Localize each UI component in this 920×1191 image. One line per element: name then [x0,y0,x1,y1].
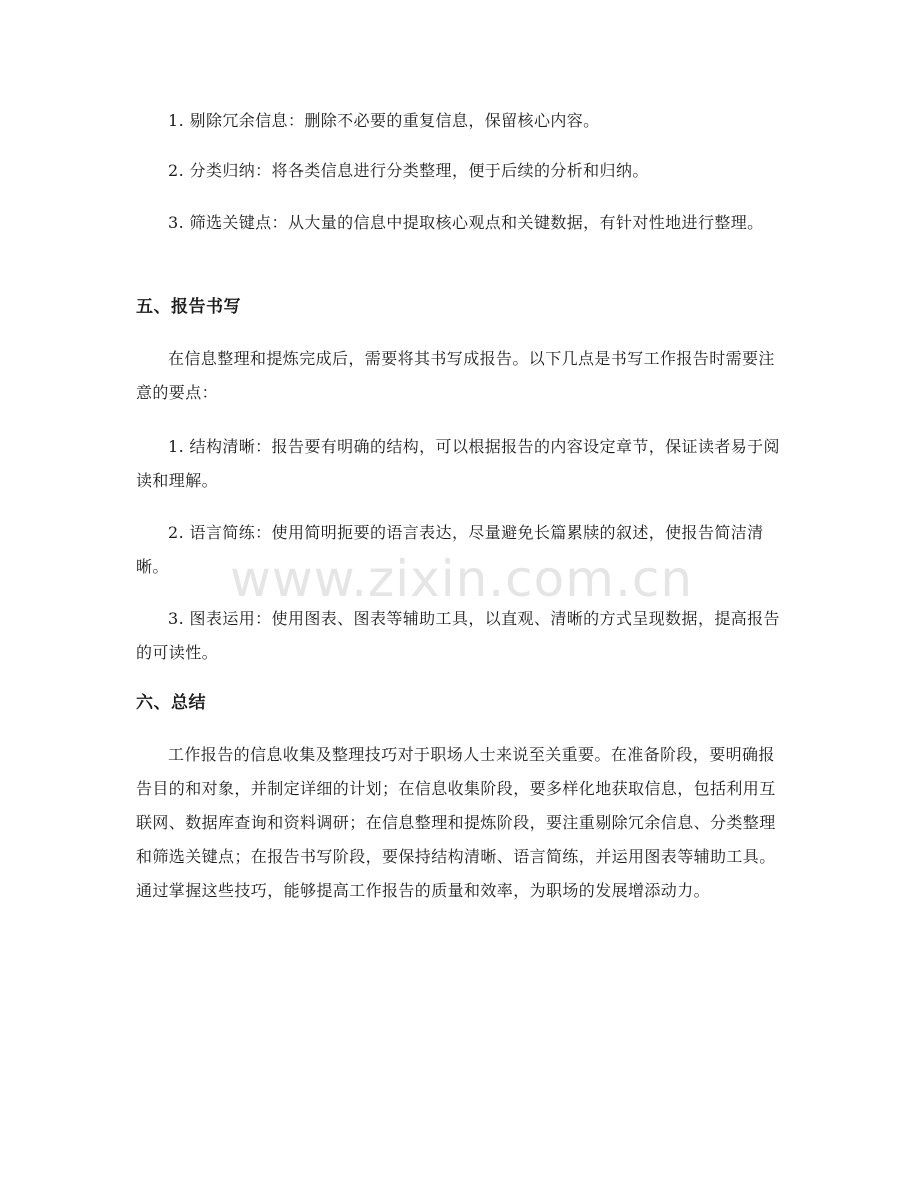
list-item-remove-redundant: 1. 剔除冗余信息：删除不必要的重复信息，保留核心内容。 [168,111,600,130]
summary-paragraph: 工作报告的信息收集及整理技巧对于职场人士来说至关重要。在准备阶段，要明确报告目的和对象，并制定详细的计划；在信息收集阶段，要多样化地获取信息，包括利用互联网、数据库查询和资料调研；在信息整理和提炼阶段，要注重剔除冗余信息、分类整理和筛选关键点；在报告书写阶段，要保持结构清晰、语言简练，并运用图表等辅助工具。通过掌握这些技巧，能够提高工作报告的质量和效率，为职场的发展增添动力。 [136,745,776,900]
list-item-clear-structure: 1. 结构清晰：报告要有明确的结构，可以根据报告的内容设定章节，保证读者易于阅读和理解。 [136,437,780,490]
list-item-filter-key-points: 3. 筛选关键点：从大量的信息中提取核心观点和关键数据，有针对性地进行整理。 [168,213,764,232]
section5-intro-paragraph: 在信息整理和提炼完成后，需要将其书写成报告。以下几点是书写工作报告时需要注意的要点： [136,349,775,402]
list-item-use-charts: 3. 图表运用：使用图表、图表等辅助工具，以直观、清晰的方式呈现数据，提高报告的可读性。 [136,609,780,662]
list-item-categorize: 2. 分类归纳：将各类信息进行分类整理，便于后续的分析和归纳。 [168,161,649,180]
watermark: www.zixin.com.cn [230,550,694,608]
section-heading-summary: 六、总结 [136,693,206,713]
section-heading-report-writing: 五、报告书写 [136,297,241,317]
list-item-concise-language: 2. 语言简练：使用简明扼要的语言表达，尽量避免长篇累牍的叙述，使报告简洁清晰。 [136,523,764,576]
